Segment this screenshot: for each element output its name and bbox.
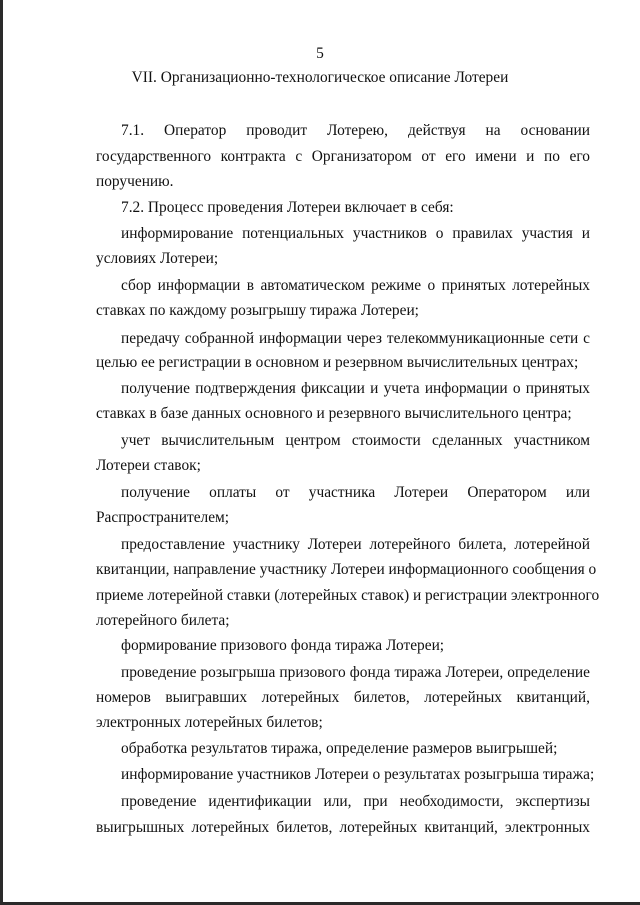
page-number: 5 bbox=[316, 45, 324, 62]
paragraph-line: 7.1. Оператор проводит Лотерею, действуя на основании bbox=[121, 122, 590, 139]
section-title: VII. Организационно-технологическое описание Лотереи bbox=[131, 69, 509, 86]
list-item-line: получение оплаты от участника Лотереи Оператором или bbox=[121, 484, 590, 501]
paragraph-line: поручению. bbox=[96, 173, 174, 190]
list-item-line: проведение розыгрыша призового фонда тиража Лотереи, определение bbox=[121, 664, 590, 681]
list-item-line: формирование призового фонда тиража Лотереи; bbox=[121, 637, 445, 654]
list-item-line: обработка результатов тиража, определение размеров выигрышей; bbox=[121, 740, 558, 757]
list-item-line: выигрышных лотерейных билетов, лотерейных квитанций, электронных bbox=[96, 819, 590, 836]
list-item-line: номеров выигравших лотерейных билетов, лотерейных квитанций, bbox=[96, 689, 590, 706]
scan-border-left bbox=[0, 0, 3, 905]
list-item-line: условиях Лотереи; bbox=[96, 250, 219, 267]
list-item-line: электронных лотерейных билетов; bbox=[96, 714, 323, 731]
list-item-line: предоставление участнику Лотереи лотерейного билета, лотерейной bbox=[121, 536, 590, 553]
list-item-line: Лотереи ставок; bbox=[96, 457, 201, 474]
list-item-line: квитанции, направление участнику Лотереи информационного сообщения о bbox=[96, 561, 597, 578]
list-item-line: сбор информации в автоматическом режиме о принятых лотерейных bbox=[121, 277, 590, 294]
list-item-line: лотерейного билета; bbox=[96, 612, 230, 629]
list-item-line: информирование участников Лотереи о результатах розыгрыша тиража; bbox=[121, 766, 595, 783]
list-item-line: информирование потенциальных участников о правилах участия и bbox=[121, 225, 590, 242]
list-item-line: Распространителем; bbox=[96, 509, 230, 526]
paragraph-line: государственного контракта с Организатором от его имени и по его bbox=[96, 148, 590, 165]
list-item-line: приеме лотерейной ставки (лотерейных ставок) и регистрации электронного bbox=[96, 587, 600, 604]
list-item-line: передачу собранной информации через телекоммуникационные сети с bbox=[121, 330, 590, 347]
paragraph-line: 7.2. Процесс проведения Лотереи включает в себя: bbox=[121, 199, 454, 216]
list-item-line: ставках в базе данных основного и резервного вычислительного центра; bbox=[96, 405, 572, 422]
list-item-line: проведение идентификации или, при необходимости, экспертизы bbox=[121, 793, 590, 810]
list-item-line: получение подтверждения фиксации и учета информации о принятых bbox=[121, 380, 590, 397]
list-item-line: целью ее регистрации в основном и резервном вычислительных центрах; bbox=[96, 354, 579, 371]
list-item-line: ставках по каждому розыгрышу тиража Лотереи; bbox=[96, 302, 419, 319]
list-item-line: учет вычислительным центром стоимости сделанных участником bbox=[121, 432, 590, 449]
